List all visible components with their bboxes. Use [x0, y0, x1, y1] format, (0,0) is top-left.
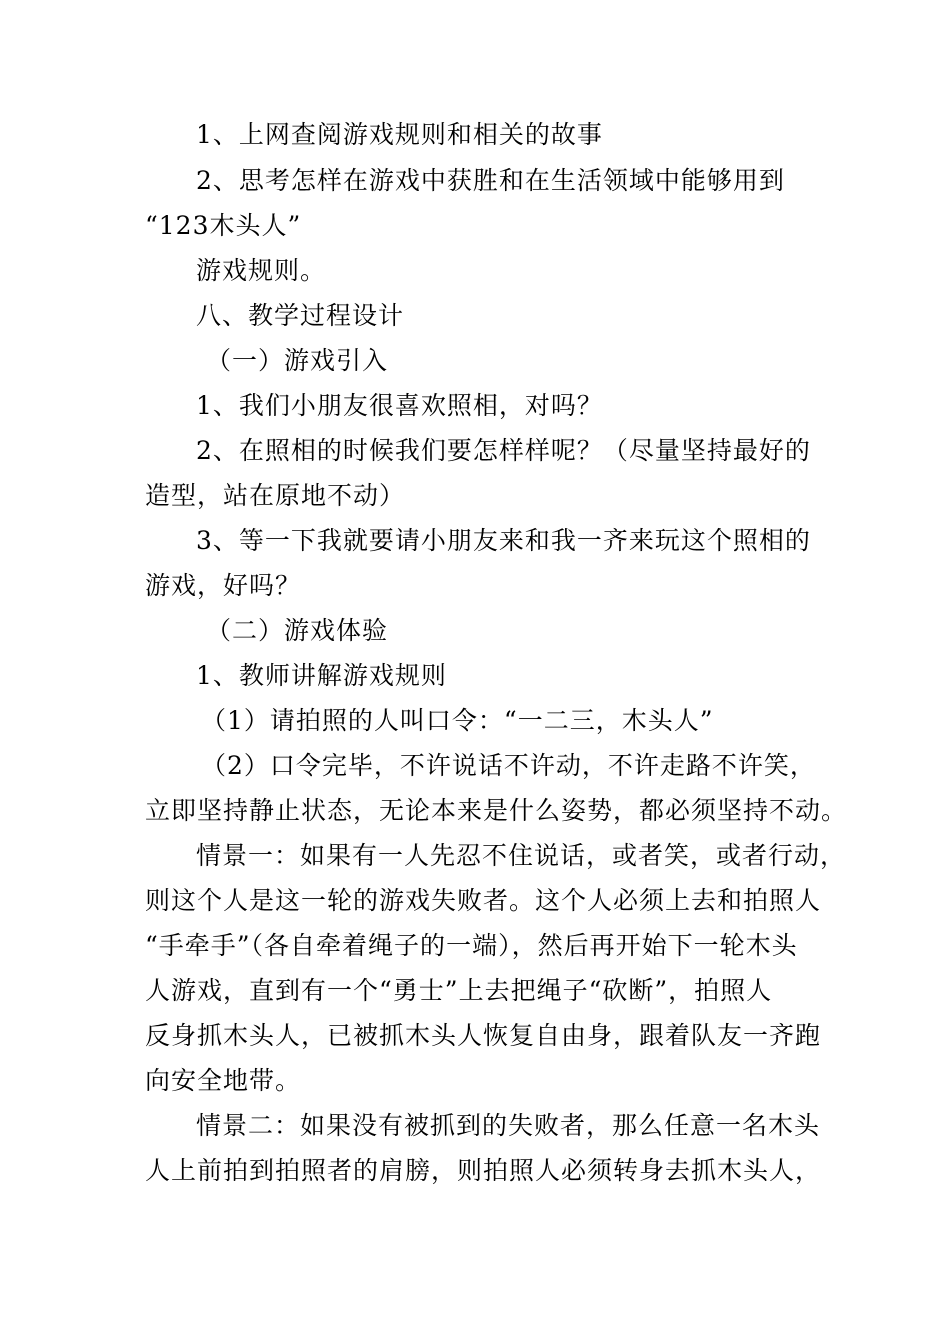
text-line: 游戏，好吗？: [145, 571, 302, 600]
text-line: 情景二：如果没有被抓到的失败者，那么任意一名木头: [196, 1111, 821, 1140]
text-line: （1）请拍照的人叫口令：“一二三，木头人”: [201, 706, 714, 735]
text-line: 1、上网查阅游戏规则和相关的故事: [196, 120, 603, 149]
text-line: “手牵手”（各自牵着绳子的一端），然后再开始下一轮木头: [145, 931, 798, 960]
text-line: 造型，站在原地不动）: [145, 481, 406, 510]
text-line: 1、教师讲解游戏规则: [196, 661, 447, 690]
text-line: 2、在照相的时候我们要怎样样呢？（尽量坚持最好的: [196, 436, 811, 465]
section-heading: 八、教学过程设计: [196, 301, 405, 330]
text-line: 游戏规则。: [196, 256, 327, 285]
text-line: 人游戏，直到有一个“勇士”上去把绳子“砍断”，拍照人: [145, 976, 773, 1005]
text-line: 向安全地带。: [145, 1066, 302, 1095]
subsection-heading: （二）游戏体验: [206, 616, 389, 645]
text-line: “123木头人”: [145, 211, 302, 240]
text-line: 2、思考怎样在游戏中获胜和在生活领域中能够用到: [196, 166, 785, 195]
text-line: 情景一：如果有一人先忍不住说话，或者笑，或者行动，: [196, 841, 847, 870]
text-line: 3、等一下我就要请小朋友来和我一齐来玩这个照相的: [196, 526, 811, 555]
text-line: 人上前拍到拍照者的肩膀，则拍照人必须转身去抓木头人，: [145, 1156, 822, 1185]
subsection-heading: （一）游戏引入: [206, 346, 389, 375]
text-line: 立即坚持静止状态，无论本来是什么姿势，都必须坚持不动。: [145, 796, 848, 825]
text-line: 则这个人是这一轮的游戏失败者。这个人必须上去和拍照人: [145, 886, 822, 915]
text-line: 1、我们小朋友很喜欢照相，对吗？: [196, 391, 603, 420]
text-line: 反身抓木头人，已被抓木头人恢复自由身，跟着队友一齐跑: [145, 1021, 822, 1050]
text-line: （2）口令完毕，不许说话不许动，不许走路不许笑，: [201, 751, 816, 780]
